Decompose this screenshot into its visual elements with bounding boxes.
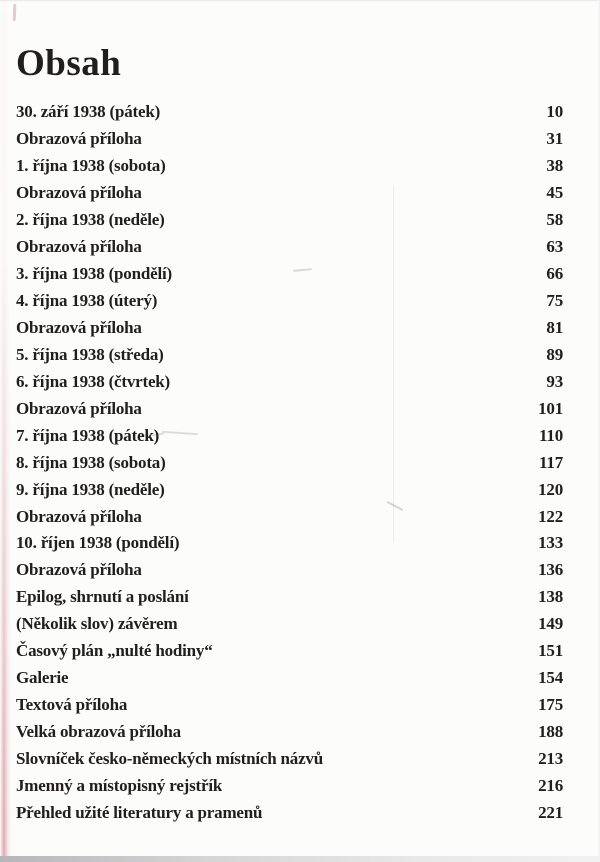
toc-entry-page: 89 (546, 344, 563, 364)
page-title: Obsah (16, 43, 122, 84)
toc-entry (16, 180, 563, 207)
toc-entry-label: Slovníček česko-německých místních názvů (16, 748, 323, 768)
toc-entry-page: 216 (538, 775, 563, 795)
toc-entry (16, 341, 563, 368)
toc-entry (16, 584, 563, 611)
toc-entry-label: 2. října 1938 (neděle) (16, 210, 165, 230)
toc-entry (16, 153, 563, 180)
toc-entry-label: Obrazová příloha (16, 506, 142, 526)
toc-entry (16, 395, 563, 422)
toc-entry-label: Obrazová příloha (16, 129, 142, 149)
toc-entry-page: 93 (546, 371, 563, 391)
toc-entry-label: Obrazová příloha (16, 317, 142, 337)
toc-entry-label: Textová příloha (16, 695, 128, 715)
toc-entry (16, 126, 563, 153)
toc-entry-page: 75 (546, 291, 563, 311)
toc-entry (16, 315, 563, 342)
toc-entry (16, 772, 563, 799)
toc-entry-page: 10 (546, 102, 563, 122)
toc-entry (16, 449, 563, 476)
toc-entry-page: 213 (538, 748, 563, 768)
scan-mark-topleft (13, 4, 17, 21)
toc-entry-label: Časový plán „nulté hodiny“ (16, 641, 213, 661)
toc-entry-label: Jmenný a místopisný rejstřík (16, 775, 223, 795)
toc-entry-page: 221 (538, 802, 563, 822)
toc-list (16, 99, 563, 826)
toc-entry (16, 746, 563, 773)
toc-entry-page: 38 (546, 156, 563, 176)
toc-entry (16, 638, 563, 665)
toc-entry (16, 261, 563, 288)
toc-entry-label: 4. října 1938 (úterý) (16, 291, 158, 311)
toc-entry-page: 136 (538, 560, 563, 580)
toc-entry-page: 31 (546, 129, 563, 149)
toc-entry (16, 422, 563, 449)
toc-entry-label: Obrazová příloha (16, 560, 142, 580)
toc-entry-label: Velká obrazová příloha (16, 722, 181, 742)
toc-entry-label: 7. října 1938 (pátek) (16, 425, 160, 445)
toc-entry-label: Galerie (16, 668, 69, 688)
toc-entry (16, 207, 563, 234)
toc-entry (16, 234, 563, 261)
toc-entry-page: 117 (539, 452, 563, 472)
toc-entry-label: 5. října 1938 (středa) (16, 344, 164, 364)
toc-entry-page: 154 (538, 668, 563, 688)
toc-entry-label: 3. října 1938 (pondělí) (16, 264, 172, 284)
toc-entry-label: 10. říjen 1938 (pondělí) (16, 533, 180, 553)
toc-entry (16, 99, 563, 126)
toc-entry-label: Obrazová příloha (16, 398, 142, 418)
toc-entry-label: Přehled užité literatury a pramenů (16, 802, 263, 822)
toc-entry-label: Epilog, shrnutí a poslání (16, 587, 189, 607)
toc-entry-page: 58 (546, 210, 563, 230)
toc-entry-page: 133 (538, 533, 563, 553)
toc-entry-page: 63 (546, 237, 563, 257)
toc-entry-label: 30. září 1938 (pátek) (16, 102, 161, 122)
toc-entry (16, 692, 563, 719)
toc-entry-page: 149 (538, 614, 563, 634)
toc-entry (16, 530, 563, 557)
toc-entry (16, 288, 563, 315)
toc-entry (16, 611, 563, 638)
toc-entry-page: 110 (539, 425, 563, 445)
toc-entry-page: 151 (538, 641, 563, 661)
toc-entry-page: 138 (538, 587, 563, 607)
toc-entry-page: 66 (546, 264, 563, 284)
toc-entry-page: 188 (538, 722, 563, 742)
scan-edge-top (0, 0, 600, 2)
toc-entry-label: 1. října 1938 (sobota) (16, 156, 166, 176)
toc-entry-label: 8. října 1938 (sobota) (16, 452, 166, 472)
scan-edge-left-pink (0, 0, 11, 856)
scan-edge-bottom (0, 856, 600, 862)
toc-entry-label: 9. října 1938 (neděle) (16, 479, 165, 499)
toc-entry (16, 799, 563, 826)
toc-entry (16, 368, 563, 395)
toc-entry-page: 175 (538, 695, 563, 715)
toc-entry-page: 81 (546, 317, 563, 337)
toc-entry-label: Obrazová příloha (16, 183, 142, 203)
toc-entry-label: Obrazová příloha (16, 237, 142, 257)
toc-entry (16, 557, 563, 584)
toc-entry (16, 503, 563, 530)
toc-entry (16, 719, 563, 746)
toc-entry-page: 45 (546, 183, 563, 203)
toc-entry (16, 476, 563, 503)
toc-entry (16, 665, 563, 692)
toc-entry-page: 122 (538, 506, 563, 526)
toc-entry-page: 120 (538, 479, 563, 499)
toc-entry-page: 101 (538, 398, 563, 418)
toc-entry-label: (Několik slov) závěrem (16, 614, 178, 634)
toc-entry-label: 6. října 1938 (čtvrtek) (16, 371, 171, 391)
